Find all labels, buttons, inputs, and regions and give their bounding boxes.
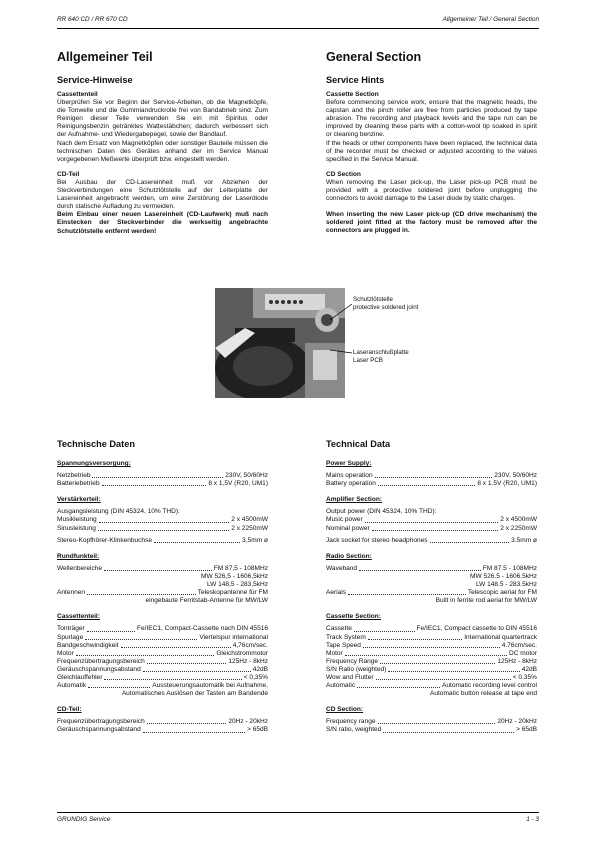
en-amp-title: Amplifier Section: <box>326 496 383 504</box>
en-wow-row: Wow and Flutter < 0.35% <box>326 673 537 681</box>
en-cd-warning: When inserting the new Laser pick-up (CD drive mechanism) the soldered joint fitted at the factory must be removed after the connectors are plugged in. <box>326 211 537 235</box>
en-cassette-text: Before commencing service work, ensure that the magnetic heads, the capstan and the pinch roller are free from particles produced by tape abrasion. The recording and playback levels and the tape run can be improved by cleaning these parts with a cotton-wool tip soaked in spirit or cleaning benzine. <box>326 99 537 139</box>
de-power-title: Spannungsversorgung: <box>57 460 131 467</box>
en-cd-title: CD Section <box>326 170 361 178</box>
en-power-title: Power Supply: <box>326 460 372 467</box>
en-cassette-section-title: Cassette Section: <box>326 613 381 621</box>
de-battery-row: Batteriebetrieb 8 x 1,5V (R20, UM1) <box>57 480 268 488</box>
en-nominal-row: Nominal power 2 x 2250mW <box>326 524 537 532</box>
en-technical-data <box>326 439 537 735</box>
de-mains-row: Netzbetrieb 230V, 50/60Hz <box>57 472 268 480</box>
en-cassette-text2: If the heads or other components have been replaced, the technical data of the recorder must be checked or adjusted according to the values specified in the Service Manual. <box>326 139 537 163</box>
de-cd-warning: Beim Einbau einer neuen Lasereinheit (CD-Laufwerk) muß nach Einstecken der Steckverbinder die werkseitig angebrachte Schutzlötstelle entfernt werden! <box>57 211 268 235</box>
de-wave-lw: LW 148,5 - 283,5kHz <box>206 581 268 589</box>
en-cdsnr-row: S/N ratio, weighted > 65dB <box>326 726 537 734</box>
en-tech-title: Technical Data <box>326 439 391 449</box>
label-protective-joint: Schutzlötstelle protective soldered joint <box>353 296 419 311</box>
de-tape-row: Tonträger Fe/IEC1, Compact-Cassette nach DIN 45516 <box>57 625 268 633</box>
de-cassette-title: Cassettenteil <box>57 91 98 98</box>
en-cd-text: When removing the Laser pick-up, the Laser pick-up PCB must be provided with a protective soldered joint before unplugging the connectors to avoid damage to the Laser diode by static charges. <box>326 178 537 203</box>
en-output-label: Output power (DIN 45324, 10% THD): <box>326 508 437 516</box>
en-motor-row: Motor DC motor <box>326 649 537 657</box>
de-jack-row: Stereo-Kopfhörer-Klinkenbuchse 3,5mm ø <box>57 536 268 544</box>
de-cassette-section-title: Cassettenteil: <box>57 613 100 621</box>
en-freq-row: Frequency Range 125Hz - 8kHz <box>326 657 537 665</box>
de-wow-row: Gleichlauffehler < 0,35% <box>57 673 268 681</box>
en-aerial-ferrite: Built in ferrite rod aerial for MW/LW <box>435 597 537 605</box>
de-speed-row: Bandgeschwindigkeit 4,76cm/sec. <box>57 641 268 649</box>
en-snr-row: S/N Ratio (weighted) 42dB <box>326 665 537 673</box>
en-auto-release: Automatic button release at tape end <box>429 690 537 698</box>
en-aerial-row: Aerials Telescopic aerial for FM <box>326 589 537 597</box>
de-radio-title: Rundfunkteil: <box>57 552 100 560</box>
de-hints-title: Service-Hinweise <box>57 75 133 85</box>
de-tech-title: Technische Daten <box>57 439 135 449</box>
en-music-row: Music power 2 x 4500mW <box>326 516 537 524</box>
de-antenna-ferrite: eingebaute Ferritstab-Antenne für MW/LW <box>145 597 268 605</box>
en-wave-mw: MW 526.5 - 1606.5kHz <box>470 572 537 580</box>
de-cassette-text2: Nach dem Ersatz von Magnetköpfen oder sonstiger Bauteile müssen die technischen Daten des Gerätes anhand der im Service Manual vorgegebenen Meßwerte überprüft bzw. eingestellt werden. <box>57 139 268 163</box>
en-mains-row: Mains operation 230V, 50/60Hz <box>326 472 537 480</box>
de-cd-section-title: CD-Teil: <box>57 706 82 714</box>
en-battery-row: Battery operation 8 x 1.5V (R20, UM1) <box>326 480 537 488</box>
en-jack-row: Jack socket for stereo headphones 3.5mm ø <box>326 536 537 544</box>
de-auto-release: Automatisches Auslösen der Tasten am Bandende <box>121 690 268 698</box>
de-track-row: Spurlage Viertelspur international <box>57 633 268 641</box>
de-technical-data <box>57 439 268 735</box>
en-cassette-title: Cassette Section <box>326 91 379 98</box>
header-section: Allgemeiner Teil / General Section <box>442 16 539 23</box>
page-number: 1 - 3 <box>526 816 539 823</box>
de-title: Allgemeiner Teil <box>57 50 153 64</box>
en-auto-row: Automatic Automatic recording level control <box>326 682 537 690</box>
de-antenna-row: Antennen Teleskopantenne für FM <box>57 589 268 597</box>
en-speed-row: Tape Speed 4.76cm/sec. <box>326 641 537 649</box>
en-wave-lw: LW 148.5 - 283.5kHz <box>475 581 537 589</box>
en-hints-title: Service Hints <box>326 75 385 85</box>
en-radio-title: Radio Section: <box>326 552 372 560</box>
en-wave-row: Waveband FM 87.5 - 108MHz <box>326 564 537 572</box>
header-model: RR 640 CD / RR 670 CD <box>57 16 128 23</box>
de-amp-title: Verstärkerteil: <box>57 496 101 504</box>
de-cassette-text: Überprüfen Sie vor Beginn der Service-Arbeiten, ob die Magnetköpfe, die Tonwelle und die Gummiandruckrolle frei von Bandabrieb sind. Zum Reinigen dieser Teile verwenden Sie ein mit Spiritus oder Reinigungsbenzin getränktes Wattestäbchen; dadurch verbessert sich der Aufnahme- und Wiedergabepegel, sowie der Bandlauf. <box>57 99 268 139</box>
en-general-column <box>326 50 537 236</box>
de-auto-row: Automatik Aussteuerungsautomatik bei Aufnahme, <box>57 682 268 690</box>
de-cdsnr-row: Geräuschspannungsabstand > 65dB <box>57 726 268 734</box>
footer-brand: GRUNDIG Service <box>57 816 111 823</box>
de-cd-text: Bei Ausbau der CD-Lasereinheit muß vor Abziehen der Steckverbindungen eine Schutzlötstelle auf der Leiterplatte der Lasereinheit angebracht werden, um eine Zerstörung der Laserdiode durch statische Aufladung zu vermeiden. <box>57 178 268 211</box>
page-header <box>57 14 539 29</box>
en-cd-section-title: CD Section: <box>326 706 364 714</box>
page-footer <box>57 812 539 828</box>
en-tape-row: Cassette Fe/IEC1, Compact cassette to DIN 45516 <box>326 625 537 633</box>
de-output-label: Ausgangsleistung (DIN 45324, 10% THD): <box>57 508 180 516</box>
de-wave-mw: MW 526,5 - 1606,5kHz <box>201 572 268 580</box>
en-title: General Section <box>326 50 422 64</box>
de-general-column <box>57 50 268 236</box>
de-freq-row: Frequenzübertragungsbereich 125Hz - 8kHz <box>57 657 268 665</box>
en-track-row: Track System International quartertrack <box>326 633 537 641</box>
en-cdfreq-row: Frequency range 20Hz - 20kHz <box>326 718 537 726</box>
de-cdfreq-row: Frequenzübertragungsbereich 20Hz - 20kHz <box>57 718 268 726</box>
de-music-row: Musikleistung 2 x 4500mW <box>57 516 268 524</box>
de-snr-row: Geräuschspannungsabstand 42dB <box>57 665 268 673</box>
label-laser-pcb: Laseranschlußplatte Laser PCB <box>353 349 409 364</box>
de-motor-row: Motor Gleichstrommotor <box>57 649 268 657</box>
de-sine-row: Sinusleistung 2 x 2250mW <box>57 524 268 532</box>
callout-lines <box>300 300 355 360</box>
de-wave-row: Wellenbereiche FM 87,5 - 108MHz <box>57 564 268 572</box>
de-cd-title: CD-Teil <box>57 170 80 178</box>
